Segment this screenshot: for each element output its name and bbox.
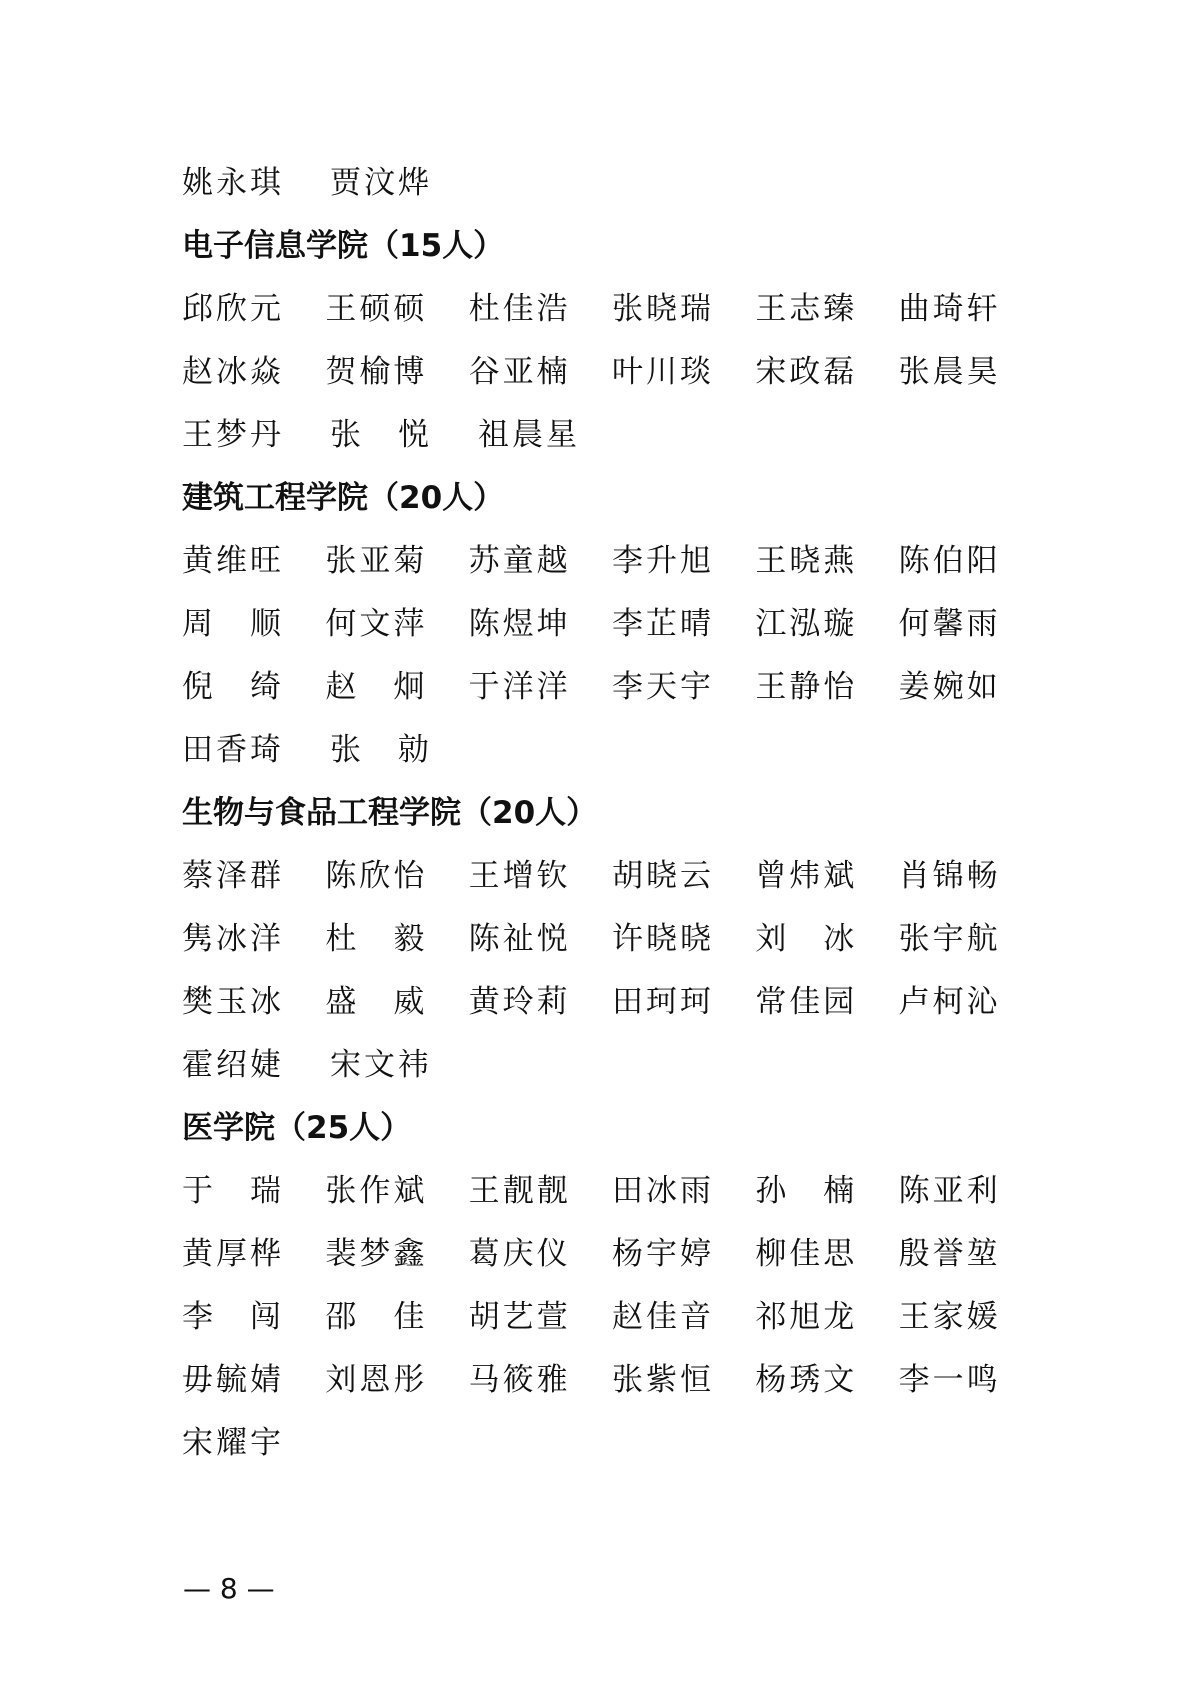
person-name: 葛庆仪 [468, 1236, 571, 1272]
name-list [182, 148, 1042, 1471]
person-name: 田冰雨 [611, 1173, 714, 1209]
person-name: 张晨昊 [898, 354, 1001, 390]
person-name: 杨琇文 [755, 1362, 858, 1398]
person-name: 黄维旺 [182, 543, 284, 579]
person-name: 殷誉堃 [898, 1236, 1001, 1272]
person-name: 曲琦轩 [898, 291, 1001, 327]
person-name: 肖锦畅 [898, 858, 1001, 894]
person-name: 张亚菊 [325, 543, 428, 579]
person-name: 常佳园 [755, 984, 858, 1020]
person-name: 王家媛 [898, 1299, 1001, 1335]
person-name: 刘 冰 [755, 921, 858, 957]
name-row [182, 1219, 1042, 1282]
person-name: 周 顺 [182, 606, 284, 642]
person-name: 贺榆博 [325, 354, 428, 390]
name-row [182, 967, 1042, 1030]
person-name: 曾炜斌 [755, 858, 858, 894]
person-name: 张晓瑞 [611, 291, 714, 327]
person-name: 张宇航 [898, 921, 1001, 957]
person-name: 贾汶烨 [330, 165, 432, 201]
person-name: 赵 炯 [325, 669, 428, 705]
person-name: 于 瑞 [182, 1173, 284, 1209]
person-name: 王增钦 [468, 858, 571, 894]
person-name: 马筱雅 [468, 1362, 571, 1398]
person-name: 赵冰焱 [182, 354, 284, 390]
person-name: 倪 绮 [182, 669, 284, 705]
person-name: 裴梦鑫 [325, 1236, 428, 1272]
person-name: 王志臻 [755, 291, 858, 327]
person-name: 王靓靓 [468, 1173, 571, 1209]
college-heading: 生物与食品工程学院（20人） [182, 795, 598, 831]
person-name: 胡晓云 [611, 858, 714, 894]
person-name: 杜佳浩 [468, 291, 571, 327]
name-row [182, 841, 1042, 904]
person-name: 毋毓婧 [182, 1362, 284, 1398]
person-name: 何文萍 [325, 606, 428, 642]
person-name: 于洋洋 [468, 669, 571, 705]
person-name: 姚永琪 [182, 165, 284, 201]
name-row [182, 1345, 1042, 1408]
person-name: 姜婉如 [898, 669, 1001, 705]
person-name: 邱欣元 [182, 291, 284, 327]
person-name: 陈煜坤 [468, 606, 571, 642]
person-name: 李升旭 [611, 543, 714, 579]
person-name: 何馨雨 [898, 606, 1001, 642]
name-row [182, 652, 1042, 715]
name-row [182, 1030, 1042, 1093]
person-name: 江泓璇 [755, 606, 858, 642]
person-name: 陈伯阳 [898, 543, 1001, 579]
person-name: 杨宇婷 [611, 1236, 714, 1272]
name-row [182, 274, 1042, 337]
person-name: 刘恩彤 [325, 1362, 428, 1398]
person-name: 蔡泽群 [182, 858, 284, 894]
person-name: 宋耀宇 [182, 1425, 284, 1461]
person-name: 田珂珂 [611, 984, 714, 1020]
person-name: 李芷晴 [611, 606, 714, 642]
person-name: 赵佳音 [611, 1299, 714, 1335]
person-name: 李 闯 [182, 1299, 284, 1335]
person-name: 陈欣怡 [325, 858, 428, 894]
name-row [182, 526, 1042, 589]
person-name: 王静怡 [755, 669, 858, 705]
person-name: 黄玲莉 [468, 984, 571, 1020]
person-name: 霍绍婕 [182, 1047, 284, 1083]
person-name: 黄厚桦 [182, 1236, 284, 1272]
person-name: 张作斌 [325, 1173, 428, 1209]
name-row [182, 904, 1042, 967]
person-name: 陈亚利 [898, 1173, 1001, 1209]
person-name: 邵 佳 [325, 1299, 428, 1335]
name-row [182, 1282, 1042, 1345]
person-name: 叶川琰 [611, 354, 714, 390]
person-name: 王硕硕 [325, 291, 428, 327]
name-row [182, 400, 1042, 463]
person-name: 李一鸣 [898, 1362, 1001, 1398]
person-name: 隽冰洋 [182, 921, 284, 957]
person-name: 祁旭龙 [755, 1299, 858, 1335]
person-name: 杜 毅 [325, 921, 428, 957]
person-name: 孙 楠 [755, 1173, 858, 1209]
person-name: 王梦丹 [182, 417, 284, 453]
person-name: 许晓晓 [611, 921, 714, 957]
college-heading: 医学院（25人） [182, 1110, 412, 1146]
name-row [182, 337, 1042, 400]
person-name: 柳佳思 [755, 1236, 858, 1272]
person-name: 宋政磊 [755, 354, 858, 390]
person-name: 宋文祎 [330, 1047, 432, 1083]
person-name: 张 悦 [330, 417, 432, 453]
page-number: — 8 — [183, 1572, 275, 1605]
person-name: 张 勍 [330, 732, 432, 768]
college-heading: 电子信息学院（15人） [182, 228, 505, 264]
name-row [182, 1408, 1042, 1471]
name-row [182, 589, 1042, 652]
person-name: 祖晨星 [478, 417, 580, 453]
person-name: 王晓燕 [755, 543, 858, 579]
person-name: 李天宇 [611, 669, 714, 705]
person-name: 卢柯沁 [898, 984, 1001, 1020]
person-name: 田香琦 [182, 732, 284, 768]
person-name: 陈祉悦 [468, 921, 571, 957]
person-name: 胡艺萱 [468, 1299, 571, 1335]
person-name: 盛 威 [325, 984, 428, 1020]
name-row [182, 1156, 1042, 1219]
college-heading: 建筑工程学院（20人） [182, 480, 505, 516]
name-row [182, 148, 1042, 211]
person-name: 张紫恒 [611, 1362, 714, 1398]
person-name: 苏童越 [468, 543, 571, 579]
name-row [182, 715, 1042, 778]
person-name: 樊玉冰 [182, 984, 284, 1020]
person-name: 谷亚楠 [468, 354, 571, 390]
